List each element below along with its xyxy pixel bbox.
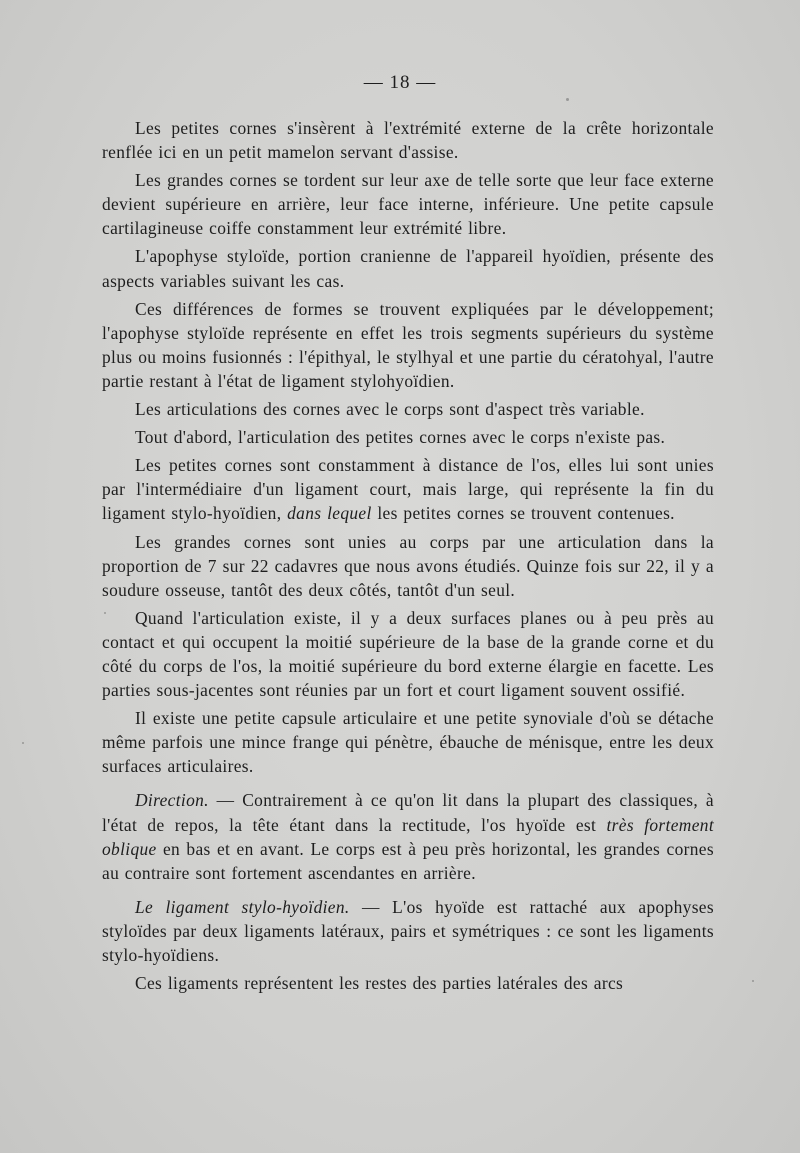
paragraph-text: les petites cornes se trouvent contenues. — [371, 503, 675, 524]
paragraph-text: Les petites cornes sont constamment à distance de l'os, elles lui sont unies par l'intermédiaire d'un ligament court, mais large, qui représente la fin du ligament stylo-hyoïdien, — [102, 455, 714, 524]
scan-speck — [104, 612, 106, 614]
paragraph-text: — L'os hyoïde est rattaché aux apophyses styloïdes par deux ligaments latéraux, pairs et symétriques : ce sont les ligaments stylo-hyoïdiens. — [102, 896, 714, 965]
paragraph: Quand l'articulation existe, il y a deux surfaces planes ou à peu près au contact et qui occupent la moitié supérieure de la base de la grande corne et du côté du corps de l'os, la moitié supérieure du bord externe élargie en facette. Les parties sous-jacentes sont réunies par un fort et court ligament souvent ossifié. — [102, 607, 714, 701]
italic-phrase: très fortement oblique — [102, 814, 714, 859]
page-number: — 18 — — [363, 72, 437, 93]
paragraph-direction — [102, 788, 714, 884]
italic-phrase: dans lequel — [287, 503, 372, 524]
paragraph: Les articulations des cornes avec le corps sont d'aspect très variable. — [135, 399, 645, 420]
paragraph: Tout d'abord, l'articulation des petites cornes avec le corps n'existe pas. — [135, 427, 666, 448]
section-heading: Le ligament stylo-hyoïdien. — [135, 896, 350, 917]
scan-speck — [566, 98, 569, 101]
paragraph: Les grandes cornes se tordent sur leur axe de telle sorte que leur face externe devient supérieure en arrière, leur face interne, inférieure. Une petite capsule cartilagineuse coiffe constamment leur extrémité libre. — [102, 170, 714, 239]
paragraph-text: — Contrairement à ce qu'on lit dans la plupart des classiques, à l'état de repos, la tête étant dans la rectitude, l'os hyoïde est — [102, 790, 714, 835]
scan-speck — [752, 980, 754, 982]
scan-speck — [22, 742, 24, 744]
body-text — [102, 116, 714, 995]
paragraph — [102, 453, 714, 525]
section-heading: Direction. — [135, 790, 209, 811]
paragraph: Les petites cornes s'insèrent à l'extrémité externe de la crête horizontale renflée ici en un petit mamelon servant d'assise. — [102, 118, 714, 163]
paragraph-text: en bas et en avant. Le corps est à peu près horizontal, les grandes cornes au contraire sont fortement ascendantes en arrière. — [102, 838, 714, 883]
paragraph-ligament — [102, 895, 714, 967]
paragraph: Les grandes cornes sont unies au corps par une articulation dans la proportion de 7 sur 22 cadavres que nous avons étudiés. Quinze fois sur 22, il y a soudure osseuse, tantôt des deux côtés, tantôt d'un seul. — [102, 531, 714, 600]
paragraph: Ces différences de formes se trouvent expliquées par le développement; l'apophyse styloïde représente en effet les trois segments supérieurs du système plus ou moins fusionnés : l'épithyal, le stylhyal et une partie du cératohyal, l'autre partie restant à l'état de ligament stylohyoïdien. — [102, 298, 714, 391]
paragraph: Ces ligaments représentent les restes des parties latérales des arcs — [135, 973, 624, 994]
paragraph: L'apophyse styloïde, portion cranienne de l'appareil hyoïdien, présente des aspects variables suivant les cas. — [102, 246, 714, 291]
paragraph: Il existe une petite capsule articulaire et une petite synoviale d'où se détache même parfois une mince frange qui pénètre, ébauche de ménisque, entre les deux surfaces articulaires. — [102, 708, 714, 777]
